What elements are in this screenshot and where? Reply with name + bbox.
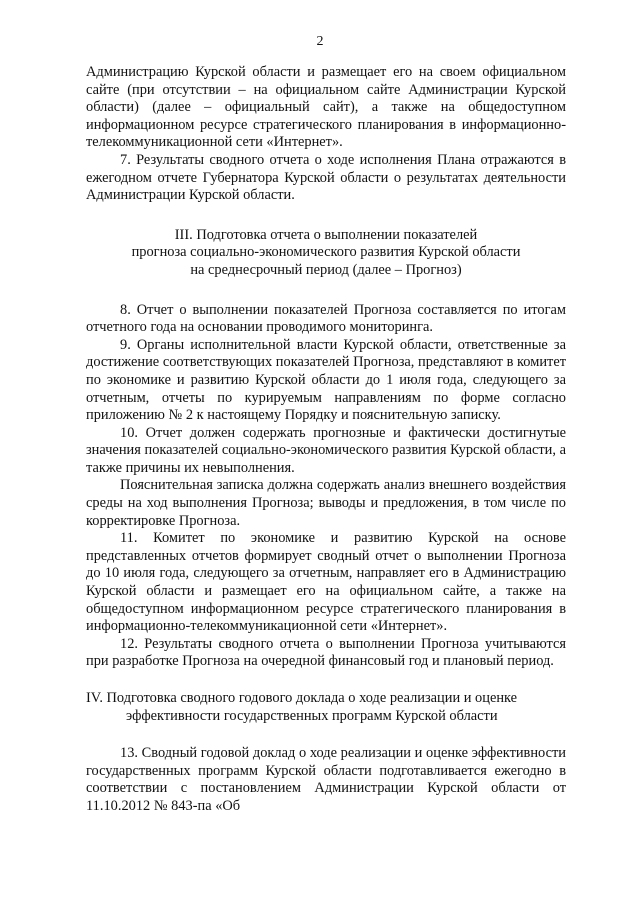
paragraph-9: 9. Органы исполнительной власти Курской области, ответственные за достижение соответствующих показателей Прогноза, представляют в комитет по экономике и развитию Курской области до 1 июля года, следующего за отчетным, отчеты по курируемым направлениям по форме согласно приложению № 2 к настоящему Порядку и пояснительную записку. — [86, 336, 566, 424]
paragraph-11: 11. Комитет по экономике и развитию Курской на основе представленных отчетов формирует сводный отчет о выполнении Прогноза до 10 июля года, следующего за отчетным, направляет его в Администрацию Курской области и размещает его на официальном сайте, а также на общедоступном информационном ресурсе стратегического планирования в информационно-телекоммуникационной сети «Интернет». — [86, 530, 566, 635]
section-4-heading: IV. Подготовка сводного годового доклада о ходе реализации и оценке эффективности государственных программ Курской области — [86, 690, 518, 724]
paragraph-12: 12. Результаты сводного отчета о выполнении Прогноза учитываются при разработке Прогноза на очередной финансовый год и плановый период. — [86, 635, 566, 670]
section-3-heading-line-1: III. Подготовка отчета о выполнении показателей — [174, 226, 478, 243]
section-3-heading-line-2: прогноза социально-экономического развития Курской области — [131, 244, 521, 261]
paragraph-8: 8. Отчет о выполнении показателей Прогноза составляется по итогам отчетного года на основании проводимого мониторинга. — [86, 301, 566, 336]
page-number: 2 — [316, 34, 324, 49]
paragraph-10: 10. Отчет должен содержать прогнозные и фактически достигнутые значения показателей социально-экономического развития Курской области, а также причины их невыполнения. — [86, 424, 566, 476]
section-3-heading-line-3: на среднесрочный период (далее – Прогноз) — [190, 261, 462, 278]
paragraph-7: 7. Результаты сводного отчета о ходе исполнения Плана отражаются в ежегодном отчете Губернатора Курской области о результатах деятельности Администрации Курской области. — [86, 151, 566, 204]
paragraph-13: 13. Сводный годовой доклад о ходе реализации и оценке эффективности государственных программ Курской области подготавливается ежегодно в соответствии с постановлением Администрации Курской области от 11.10.2012 № 843-па «Об — [86, 745, 566, 814]
document-body — [86, 64, 566, 816]
paragraph-continuation: Администрацию Курской области и размещает его на своем официальном сайте (при отсутствии – на официальном сайте Администрации Курской области) (далее – официальный сайт), а также на общедоступном информационном ресурсе стратегического планирования в информационно-телекоммуникационной сети «Интернет». — [86, 64, 566, 151]
paragraph-explanatory-note: Пояснительная записка должна содержать анализ внешнего воздействия среды на ход выполнения Прогноза; выводы и предложения, в том числе по корректировке Прогноза. — [86, 477, 566, 529]
